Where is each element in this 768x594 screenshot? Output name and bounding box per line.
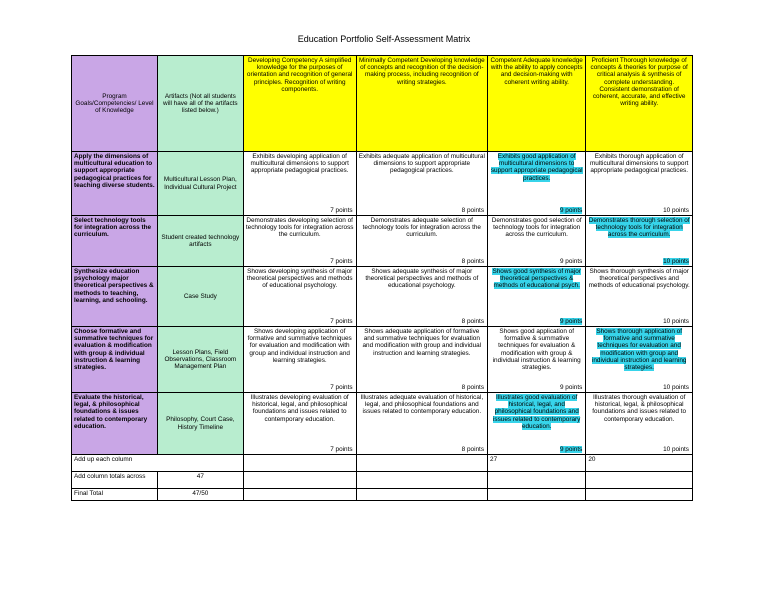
header-developing: Developing Competency A simplified knowledge for the purposes of orientation and recognition of general principles. Recognition of writing components. [243,56,356,152]
proficient-cell [586,393,693,455]
table-row [72,152,693,216]
artifact-cell: Student created technology artifacts [157,216,243,267]
minimal-cell [356,327,487,393]
across-total-cell: 47 [157,472,243,489]
minimal-cell [356,267,487,327]
minimal-points: 8 points [461,383,485,391]
header-proficient: Proficient Thorough knowledge of concepts & theories for purpose of critical analysis & synthesis of complete understanding. Consistent demonstration of coherent, accurate, and effective writing ability. [586,56,693,152]
page-title: Education Portfolio Self-Assessment Matrix [297,34,471,44]
add-totals-label: Add column totals across [72,472,158,489]
competent-points: 9 points [559,383,583,391]
minimal-text: Demonstrates adequate selection of technology tools for integration across the curriculum. [362,217,481,239]
minimal-text: Exhibits adequate application of multicultural dimensions to support appropriate pedagogical practices. [358,153,485,175]
proficient-cell [586,152,693,216]
proficient-points: 10 points [663,206,689,214]
proficient-text-highlighted: Shows thorough application of formative and summative techniques for evaluation and modification with group and individual instruction and learning strategies. [591,328,687,372]
proficient-text: Illustrates thorough evaluation of historical, legal, & philosophical foundations and issues related to contemporary education. [592,394,687,423]
table-row [72,393,693,455]
competent-text: Demonstrates good selection of technology tools for integration across the curriculum. [491,217,582,239]
artifact-cell: Case Study [157,267,243,327]
competent-cell [488,152,586,216]
minimal-points: 8 points [461,317,485,325]
proficient-points: 10 points [663,383,689,391]
minimal-cell [356,152,487,216]
minimal-text: Shows adequate application of formative and summative techniques for evaluation and modification with group and individual instruction and learning strategies. [362,328,482,357]
empty-cell [488,489,586,501]
competent-points: 9 points [559,257,583,265]
minimal-text: Shows adequate synthesis of major theoretical perspectives and methods of educational psychology. [365,268,479,290]
proficient-cell [586,327,693,393]
goal-cell: Synthesize education psychology major theoretical perspectives & methods to teaching, learning, and schooling. [72,267,158,327]
empty-cell [243,472,356,489]
competent-cell [488,216,586,267]
add-column-label: Add up each column [72,455,244,472]
assessment-matrix [71,55,693,501]
developing-text: Illustrates developing evaluation of historical, legal, and philosophical foundations and issues related to contemporary education. [250,394,349,423]
proficient-sum-cell: 20 [586,455,693,472]
final-total-label: Final Total [72,489,158,501]
proficient-cell [586,216,693,267]
empty-cell [586,472,693,489]
developing-points: 7 points [330,445,353,453]
empty-cell [488,472,586,489]
developing-points: 7 points [330,257,353,265]
header-minimal: Minimally Competent Developing knowledge of concepts and recognition of the decision-making process, including recognition of writing strategies. [356,56,487,152]
table-row [72,267,693,327]
developing-sum-cell [243,455,356,472]
competent-points-highlighted: 9 points [559,206,583,214]
proficient-points-highlighted: 10 points [663,257,689,265]
empty-cell [586,489,693,501]
header-program: Program Goals/Competencies/ Level of Knowledge [72,56,158,152]
developing-cell [243,393,356,455]
developing-points: 7 points [330,383,353,391]
final-total-value: 47/50 [157,489,243,501]
artifact-cell: Lesson Plans, Field Observations, Classroom Management Plan [157,327,243,393]
competent-points-highlighted: 9 points [559,317,583,325]
minimal-points: 8 points [461,206,485,214]
minimal-cell [356,393,487,455]
empty-cell [356,489,487,501]
developing-cell [243,216,356,267]
minimal-sum-cell [356,455,487,472]
header-artifacts: Artifacts (Not all students will have all of the artifacts listed below.) [157,56,243,152]
minimal-cell [356,216,487,267]
developing-text: Exhibits developing application of multicultural dimensions to support appropriate pedagogical practices. [250,153,349,175]
proficient-text-highlighted: Demonstrates thorough selection of technology tools for integration across the curriculum. [588,217,690,239]
minimal-points: 8 points [461,445,485,453]
competent-text-highlighted: Exhibits good application of multicultural dimensions to support appropriate pedagogical practices. [490,153,583,182]
goal-cell: Evaluate the historical, legal, & philosophical foundations & issues related to contemporary education. [72,393,158,455]
empty-cell [356,472,487,489]
developing-points: 7 points [330,317,353,325]
table-row [72,216,693,267]
developing-text: Shows developing synthesis of major theoretical perspectives and methods of educational psychology. [246,268,353,290]
artifact-cell: Philosophy, Court Case, History Timeline [157,393,243,455]
competent-cell [488,267,586,327]
footer-row-final [72,489,693,501]
competent-points-highlighted: 9 points [559,445,583,453]
footer-row-column-sums [72,455,693,472]
goal-cell: Select technology tools for integration across the curriculum. [72,216,158,267]
developing-text: Demonstrates developing selection of technology tools for integration across the curriculum. [245,217,354,239]
minimal-text: Illustrates adequate evaluation of historical, legal, and philosophical foundations and issues related to contemporary education. [360,394,484,416]
proficient-points: 10 points [663,445,689,453]
competent-cell [488,327,586,393]
header-competent: Competent Adequate knowledge with the ability to apply concepts and decision-making with coherent writing ability. [488,56,586,152]
competent-cell [488,393,586,455]
proficient-cell [586,267,693,327]
goal-cell: Choose formative and summative techniques for evaluation & modification with group & individual instruction & learning strategies. [72,327,158,393]
developing-cell [243,267,356,327]
proficient-text: Exhibits thorough application of multicultural dimensions to support appropriate pedagogical practices. [589,153,689,175]
developing-text: Shows developing application of formative and summative techniques for evaluation and modification with group and individual instruction and learning strategies. [247,328,352,364]
competent-text-highlighted: Illustrates good evaluation of historical, legal, and philosophical foundations and issues related to contemporary education. [492,394,581,430]
footer-row-across [72,472,693,489]
minimal-points: 8 points [461,257,485,265]
artifact-cell: Multicultural Lesson Plan, Individual Cultural Project [157,152,243,216]
proficient-text: Shows thorough synthesis of major theoretical perspectives and methods of educational psychology. [588,268,690,290]
competent-sum-cell: 27 [488,455,586,472]
developing-cell [243,152,356,216]
empty-cell [243,489,356,501]
competent-text-highlighted: Shows good synthesis of major theoretical perspectives & methods of educational psych. [492,268,581,290]
proficient-points: 10 points [663,317,689,325]
header-row [72,56,693,152]
developing-points: 7 points [330,206,353,214]
competent-text: Shows good application of formative & summative techniques for evaluation & modification with group & individual instruction & learning strategies. [492,328,581,372]
developing-cell [243,327,356,393]
goal-cell: Apply the dimensions of multicultural education to support appropriate pedagogical practices for teaching diverse students. [72,152,158,216]
table-row [72,327,693,393]
